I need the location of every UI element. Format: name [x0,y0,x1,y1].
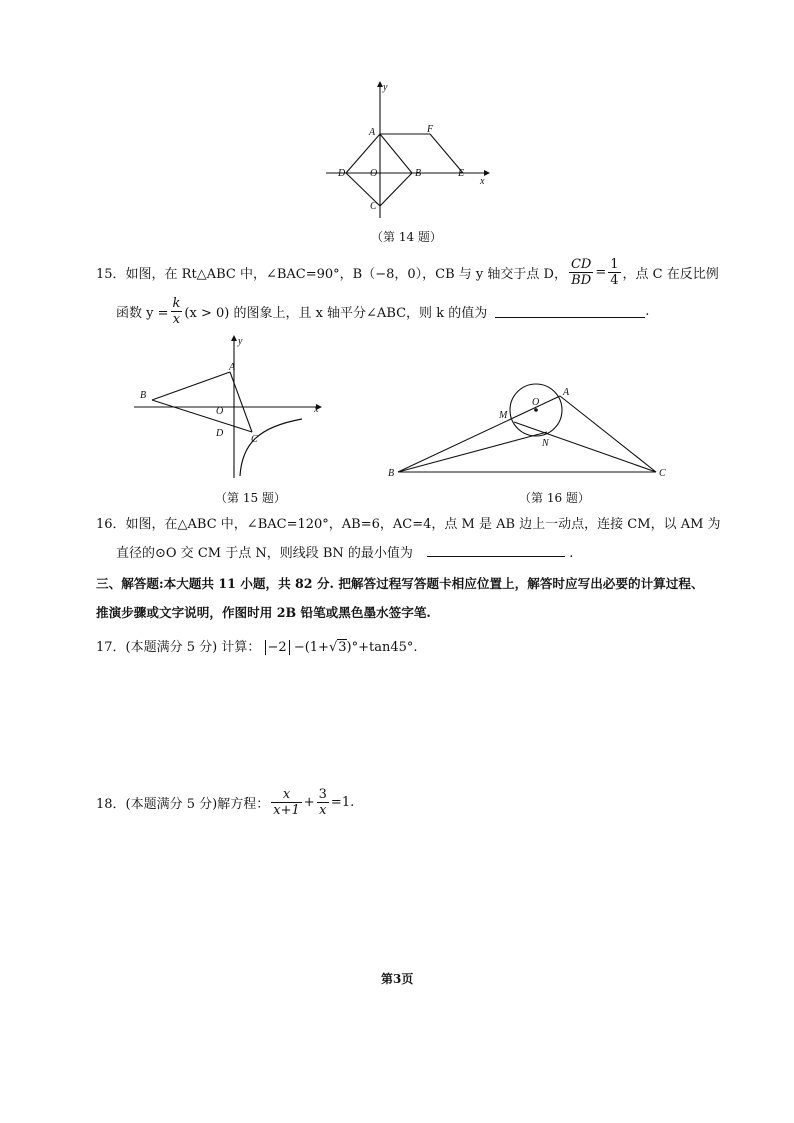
fig15-caption: （第 15 题） [215,491,286,505]
q17-minus: −(1+ [293,640,329,655]
q15-ratio-den: BD [571,272,592,288]
fig14-label-A: A [369,127,376,138]
fig14-label-y: y [383,82,388,93]
figure-15 [130,332,335,482]
fig15-label-A: A [229,362,236,373]
fig16-segment-BN [398,432,547,472]
fig16-segment-MC [514,422,656,472]
q17-abs-value: −2 [265,640,290,655]
section3-line2: 推演步骤或文字说明，作图时用 2B 铅笔或黑色墨水签字笔. [96,605,431,620]
q18-f2-den: x [319,802,327,818]
fig14-label-x: x [480,176,485,187]
figure-14 [320,78,495,220]
q18 [96,784,354,820]
q15-ratio-num: CD [570,256,592,272]
q15-value-fraction [608,257,620,288]
q18-fraction-2 [317,787,329,818]
fig15-segment-BC [152,400,252,432]
q15-text-c: 函数 y = [116,305,169,321]
fig14-rhombus [346,134,412,206]
q17-prefix: 17．(本题满分 5 分) 计算： [96,640,261,655]
q15-text-d: (x > 0) 的图象上，且 x 轴平分∠ABC，则 k 的值为 [184,305,488,321]
fig15-hyperbola [240,419,302,476]
fig16-point-O [534,408,538,412]
q15-text-b: ，点 C 在反比例 [622,266,719,282]
q15-line1 [96,255,719,289]
q18-prefix: 18．(本题满分 5 分)解方程： [96,796,270,812]
fig14-label-F: F [427,124,434,135]
fig16-label-B: B [388,468,395,479]
q15-k: k [172,295,181,311]
q18-f1-num: x [271,787,302,803]
q15-function-fraction [171,296,183,327]
figure-16 [384,378,674,480]
fig16-label-M: M [499,410,508,421]
fig16-label-A: A [563,387,570,398]
q18-plus: + [303,794,315,810]
fig14-label-B: B [415,168,422,179]
fig15-label-x: x [314,404,319,415]
q17-tail: )°+tan45°. [346,640,418,655]
q15-x: x [172,311,181,327]
fig16-label-C: C [659,468,666,479]
q18-tail: =1. [330,794,355,810]
fig14-label-O: O [370,168,378,179]
fig16-caption: （第 16 题） [519,491,590,505]
q15-ratio-fraction [569,257,593,288]
fig15-segment-BA [152,372,230,400]
fig16-label-N: N [542,438,549,449]
q15-end: . [645,303,650,319]
fig15-label-O: O [216,406,224,417]
page-number: 第3页 [381,972,414,986]
fig15-label-B: B [140,390,147,401]
q16-line2 [116,542,573,561]
q18-fraction-1 [271,787,302,818]
fig14-caption: （第 14 题） [371,230,442,244]
q16-answer-blank[interactable] [427,544,565,557]
fig15-y-arrow [231,335,237,341]
fig14-label-D: D [338,168,346,179]
q17-sqrt-sign: √ [328,640,338,655]
q16-text: 直径的⊙O 交 CM 于点 N，则线段 BN 的最小值为 [116,546,413,561]
q16-line1: 16．如图，在△ABC 中，∠BAC=120°，AB=6，AC=4，点 M 是 AB 边上一动点，连接 CM，以 AM 为 [96,517,721,532]
q15-value-den: 4 [610,272,619,288]
q17 [96,636,418,655]
q15-value-num: 1 [610,256,619,272]
q16-end: . [569,546,574,561]
fig14-label-C: C [370,201,377,212]
q15-line2 [116,294,649,328]
q17-sqrt-radicand: 3 [338,640,347,655]
fig16-label-O: O [532,397,540,408]
q18-f2-num: 3 [318,786,327,802]
fig15-label-D: D [216,428,224,439]
section3-line1: 三、解答题:本大题共 11 小题，共 82 分. 把解答过程写答题卡相应位置上，解答时应写出必要的计算过程、 [96,576,704,591]
q15-text-a: 15．如图，在 Rt△ABC 中，∠BAC=90°，B（−8，0），CB 与 y 轴交于点 D， [96,266,567,282]
fig16-segment-AC [560,396,656,472]
fig14-label-E: E [458,168,465,179]
fig15-segment-AC [230,372,252,432]
q15-eq: = [595,264,607,280]
fig15-label-C: C [251,434,258,445]
q18-f1-den: x+1 [273,802,300,818]
fig14-x-arrow [484,170,490,176]
q15-answer-blank[interactable] [495,305,645,318]
fig15-label-y: y [238,336,243,347]
